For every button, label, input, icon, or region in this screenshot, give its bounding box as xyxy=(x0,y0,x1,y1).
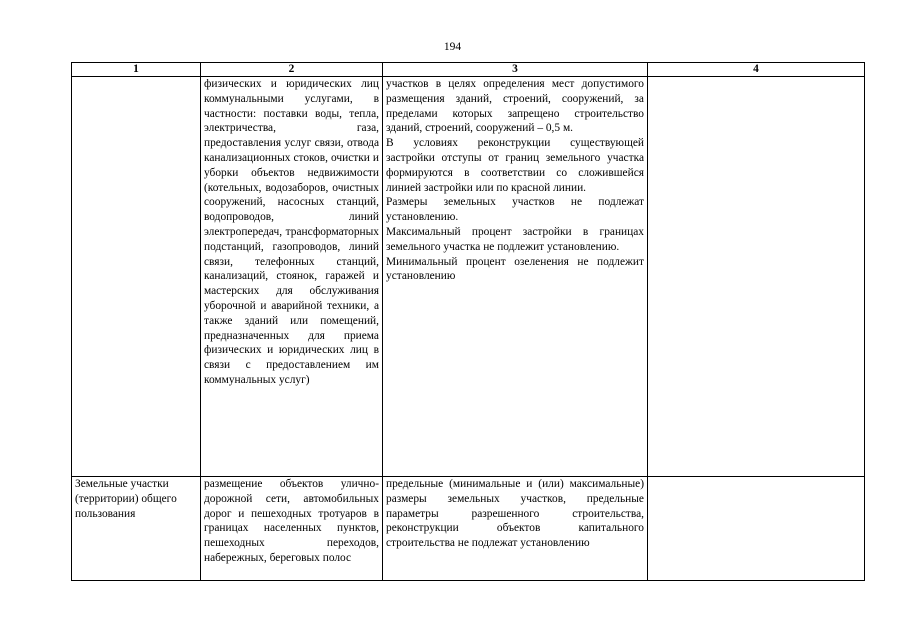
header-row xyxy=(72,63,865,77)
header-col-4: 4 xyxy=(648,63,865,77)
row1-col3 xyxy=(383,77,648,477)
row1-col3-para: Максимальный процент застройки в границах земельного участка не подлежит установлению. xyxy=(386,225,644,253)
header-col-3: 3 xyxy=(383,63,648,77)
row2-col1: Земельные участки (территории) общего пользования xyxy=(72,477,201,581)
header-col-1: 1 xyxy=(72,63,201,77)
row1-col3-para: В условиях реконструкции существующей застройки отступы от границ земельного участка формируются в соответствии со сложившейся линией застройки или по красной линии. xyxy=(386,137,644,194)
row2-col3-para: предельные (минимальные и (или) максимальные) размеры земельных участков, предельные параметры разрешенного строительства, реконструкции объектов капитального строительства не подлежат установлению xyxy=(386,478,644,550)
page-number: 194 xyxy=(443,41,462,53)
regulations-table xyxy=(71,62,865,581)
row2-col2: размещение объектов улично-дорожной сети, автомобильных дорог и пешеходных тротуаров в границах населенных пунктов, пешеходных переходов, набережных, береговых полос xyxy=(201,477,383,581)
table-row xyxy=(72,477,865,581)
header-col-2: 2 xyxy=(201,63,383,77)
row1-col3-para: участков в целях определения мест допустимого размещения зданий, строений, сооружений, за пределами которых запрещено строительство зданий, строений, сооружений – 0,5 м. xyxy=(386,78,644,135)
row1-col1 xyxy=(72,77,201,477)
table-row xyxy=(72,77,865,477)
row1-col3-para: Размеры земельных участков не подлежат установлению. xyxy=(386,196,644,224)
row1-col3-para: Минимальный процент озеленения не подлежит установлению xyxy=(386,255,644,283)
row1-col2: физических и юридических лиц коммунальными услугами, в частности: поставки воды, тепла, электричества, газа, предоставления услуг связи, отвода канализационных стоков, очистки и уборки объектов недвижимости (котельных, водозаборов, очистных сооружений, насосных станций, водопроводов, линий электропередач, трансформаторных подстанций, газопроводов, линий связи, телефонных станций, канализаций, стоянок, гаражей и мастерских для обслуживания уборочной и аварийной техники, а также зданий или помещений, предназначенных для приема физических и юридических лиц в связи с предоставлением им коммунальных услуг) xyxy=(201,77,383,477)
row2-col3 xyxy=(383,477,648,581)
row2-col4 xyxy=(648,477,865,581)
row1-col4 xyxy=(648,77,865,477)
